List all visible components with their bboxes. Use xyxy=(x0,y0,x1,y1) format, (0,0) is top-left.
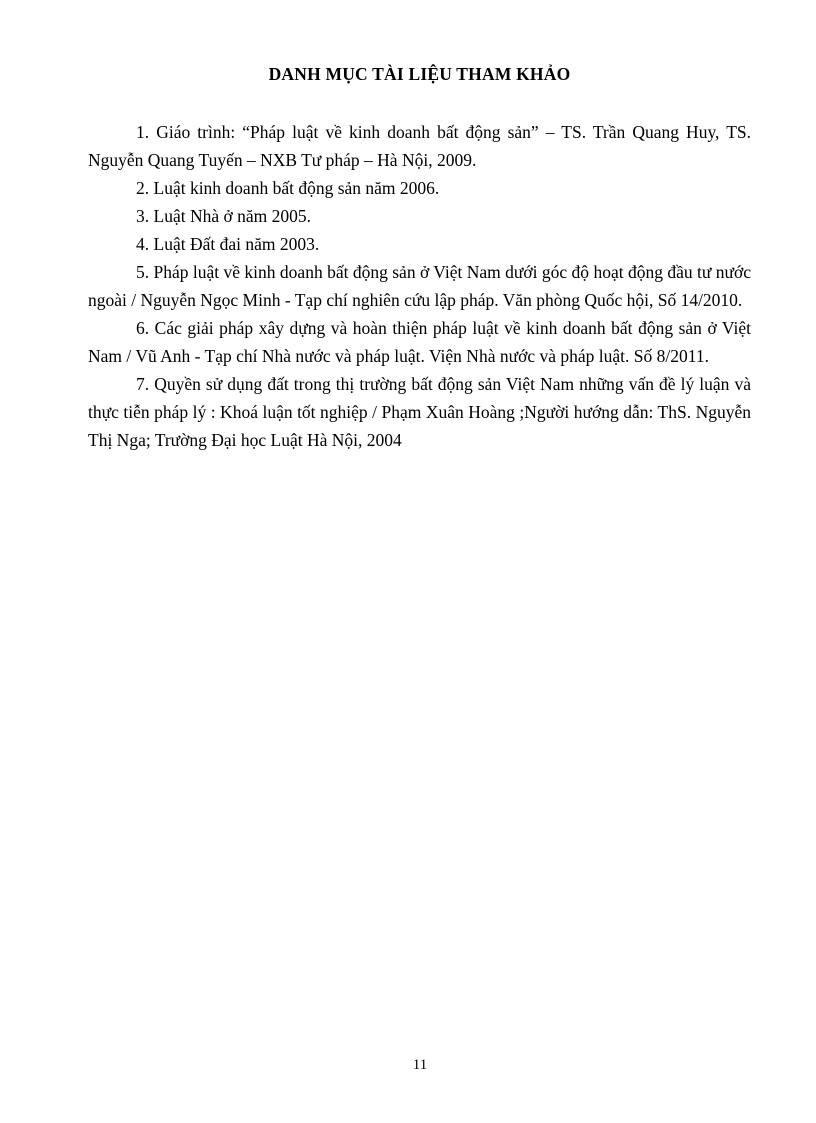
reference-item-5: 5. Pháp luật về kinh doanh bất động sản ở Việt Nam dưới góc độ hoạt động đầu tư nước ngoài / Nguyễn Ngọc Minh - Tạp chí nghiên cứu lập pháp. Văn phòng Quốc hội, Số 14/2010. xyxy=(88,262,751,310)
reference-item-1: 1. Giáo trình: “Pháp luật về kinh doanh bất động sản” – TS. Trần Quang Huy, TS. Nguyễn Quang Tuyến – NXB Tư pháp – Hà Nội, 2009. xyxy=(88,122,751,170)
page-number: 11 xyxy=(412,1057,428,1073)
reference-item-6: 6. Các giải pháp xây dựng và hoàn thiện pháp luật về kinh doanh bất động sản ở Việt Nam / Vũ Anh - Tạp chí Nhà nước và pháp luật. Viện Nhà nước và pháp luật. Số 8/2011. xyxy=(88,318,751,366)
reference-item-7: 7. Quyền sử dụng đất trong thị trường bất động sản Việt Nam những vấn đề lý luận và thực tiễn pháp lý : Khoá luận tốt nghiệp / Phạm Xuân Hoàng ;Người hướng dẫn: ThS. Nguyễn Thị Nga; Trường Đại học Luật Hà Nội, 2004 xyxy=(88,374,751,450)
page-title: DANH MỤC TÀI LIỆU THAM KHẢO xyxy=(268,64,571,84)
reference-list xyxy=(88,118,751,454)
reference-item-3: 3. Luật Nhà ở năm 2005. xyxy=(136,206,311,226)
reference-item-2: 2. Luật kinh doanh bất động sản năm 2006. xyxy=(136,178,440,198)
reference-item-4: 4. Luật Đất đai năm 2003. xyxy=(136,234,320,254)
